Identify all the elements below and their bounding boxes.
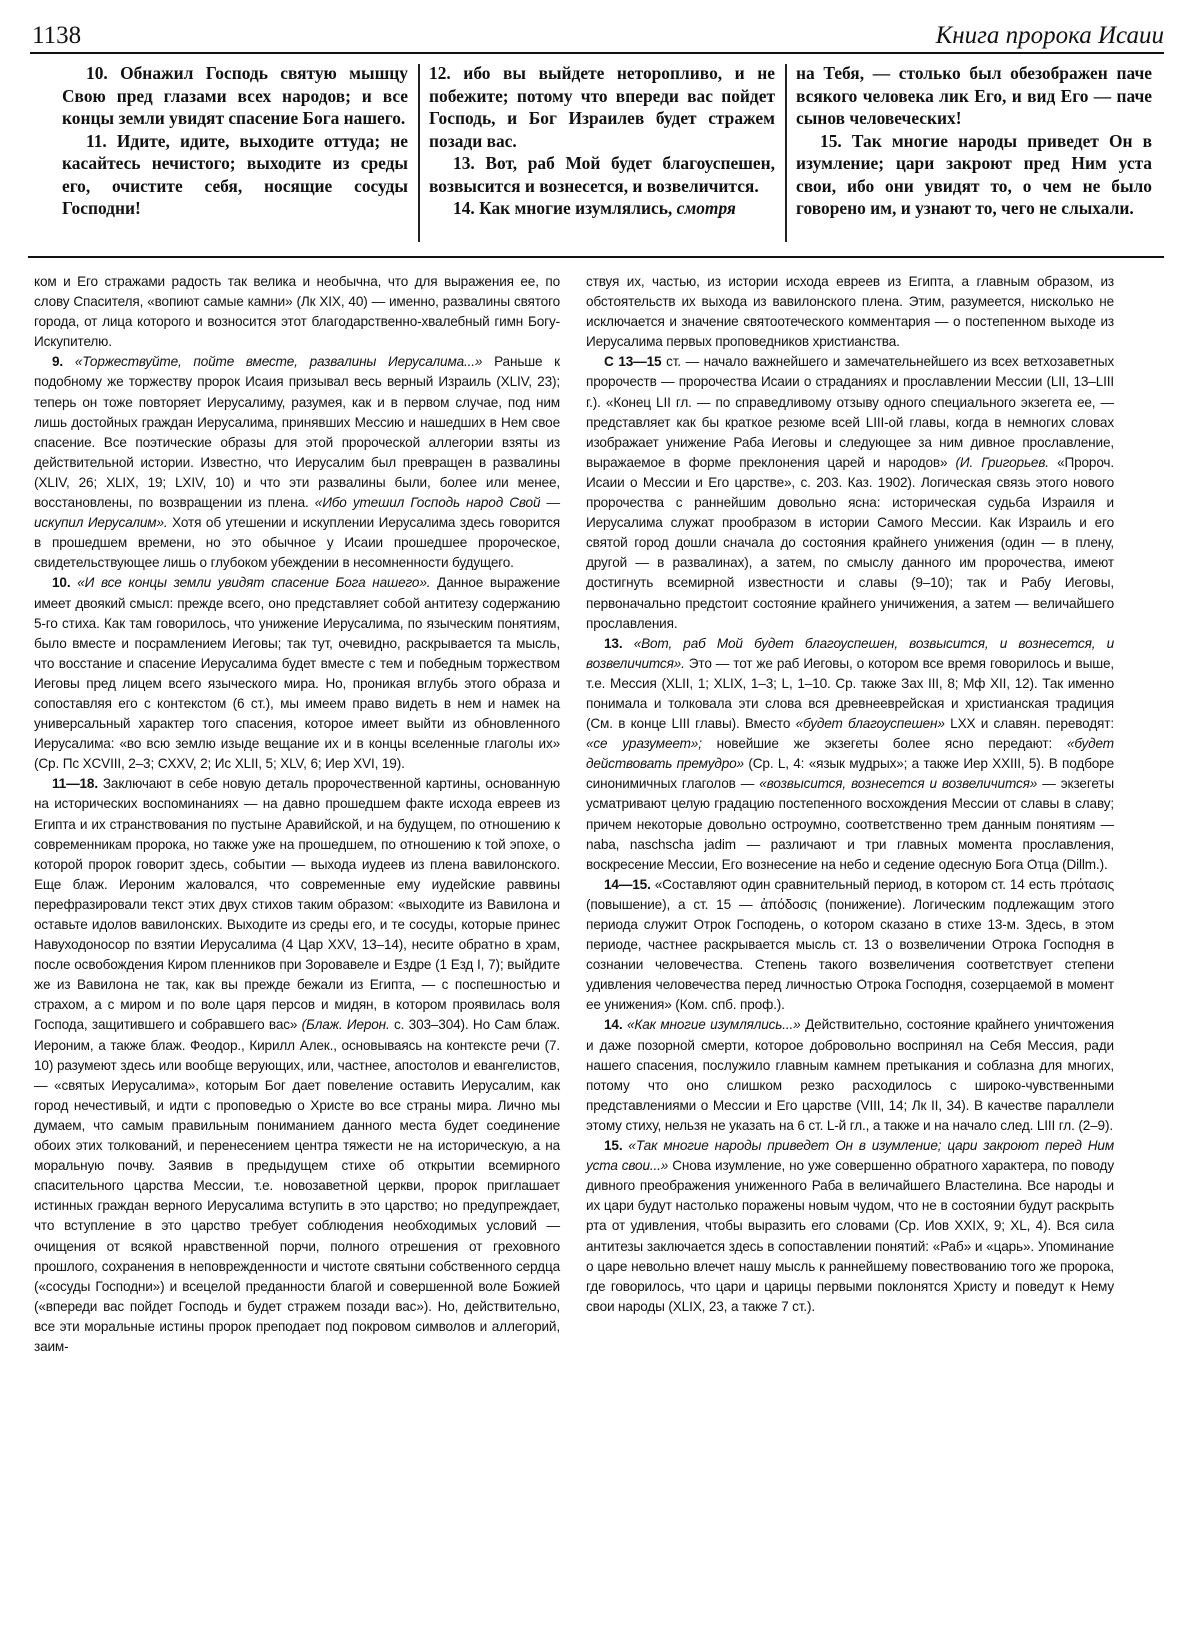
commentary-paragraph: 11—18. Заключают в себе новую деталь пророчественной картины, основанную на исторических воспоминаниях — на давно прошедшем факте исхода евреев из Египта и их странствования по пустыне Аравийской, и на будущем, по отношению к современникам пророка, но также уже на прошедшем, по отношению к той эпохе, о которой пророк говорит здесь, событии — выхода иудеев из плена вавилонского. Еще блаж. Иероним жаловался, что современные ему иудейские раввины перефразировали текст этих двух стихов таким образом: «выходите из Вавилона и оставьте идолов вавилонских. Выходите из среды его, и те сосуды, которые принес Навуходоносор по взятии Иерусалима (4 Цар XXV, 13–14), несите обратно в храм, после освобождения Киром пленников при Зоровавеле и Ездре (1 Езд I, 7); выйдите же из Вавилона не так, как вы прежде бежали из Египта, — с поспешностью и страхом, а с миром и по воле царя персов и мидян, в котором проявилась воля Господа, защитившего и собравшего вас» (Блаж. Иерон. с. 303–304). Но Сам блаж. Иероним, а также блаж. Феодор., Кирилл Алек., основываясь на контексте речи (7. 10) разумеют здесь или вообще верующих, или, частнее, апостолов и евангелистов, — «святых Иерусалима», которым Бог дает повеление оставить Иерусалим, как город нечестивый, и идти с проповедью о Христе во все страны мира. Лично мы думаем, что самым правильным пониманием данного места будет соединение обоих этих толкований, и перенесением центра тяжести не на историческую, а на моральную почву. Заявив в предыдущем стихе об открытии всемирного спасительного царства Мессии, т.е. новозаветной церкви, пророк приглашает истинных граждан верного Иерусалима вступить в это царство; но предупреждает, что вступление в это царство требует соблюдения необходимых условий — очищения от всякой нравственной порчи, полного отрешения от греховного прошлого, сохранения в неповрежденности и чистоте святыни собственного сердца («сосуды Господни») и всецелой преданности благой и совершенной воле Божией («впереди вас пойдет Господь и будет стражем позади вас»). Но, действительно, все эти моральные истины пророк преподает под покровом символов и аллегорий, заим- xyxy=(34,776,560,1354)
commentary-paragraph: 10. «И все концы земли увидят спасение Бога нашего». Данное выражение имеет двоякий смысл: прежде всего, оно представляет собой антитезу содержанию 5-го стиха. Как там говорилось, что унижение Иерусалима, по языческим понятиям, было вместе и посрамлением Иеговы; так тут, очевидно, раскрывается та мысль, что восстание и спасение Иерусалима будет вместе с тем и победным торжеством Иеговы пред лицем всего языческого мира. Но, проникая вглубь этого образа и сопоставляя его с контекстом (6 ст.), мы имеем право видеть в нем и намек на универсальный характер того спасения, которое имеет выйти из обновленного Иерусалима: «во всю землю изыде вещание их и в концы вселенные глаголы их» (Ср. Пс XCVIII, 2–3; CXXV, 2; Ис XLII, 5; XLV, 6; Иер XVI, 19). xyxy=(34,575,560,772)
scripture-column-1 xyxy=(62,62,408,244)
column-divider xyxy=(418,64,420,242)
running-title: Книга пророка Исаии xyxy=(935,22,1164,49)
commentary-paragraph: 9. «Торжествуйте, пойте вместе, развалины Иерусалима...» Раньше к подобному же торжеству пророк Исаия призывал весь верный Израиль (XLIV, 23); теперь он тоже повторяет Иерусалиму, разумея, как и в первом случае, под ним лишь достойных граждан Иерусалима, принявших Мессию и нашедших в Нем свое спасение. Все поэтические образы для этой пророческой аллегории взяты из действительной истории. Известно, что Иерусалим был превращен в развалины (XLIV, 26; XLIX, 19; LXIV, 10) и что эти развалины были, более или менее, восстановлены, по возвращении из плена. «Ибо утешил Господь народ Свой — искупил Иерусалим». Хотя об утешении и искуплении Иерусалима здесь говорится в прошедшем времени, но это обычное у Исаии прошедшее пророческое, свидетельствующее лишь о глубоком убеждении в несомненности будущего. xyxy=(34,354,560,571)
verse-15: 15. Так многие народы приведет Он в изумление; цари закроют пред Ним уста свои, ибо они увидят то, о чем не было говорено им, и узнают то, чего не слыхали. xyxy=(796,130,1152,218)
verse-11: 11. Идите, идите, выходите оттуда; не касайтесь нечистого; выходите из среды его, очистите себя, носящие сосуды Господни! xyxy=(62,130,408,218)
column-divider xyxy=(785,64,787,242)
commentary-paragraph: С 13—15 ст. — начало важнейшего и замечательнейшего из всех ветхозаветных пророчеств — пророчества Исаии о страданиях и прославлении Мессии (LII, 13–LIII г.). «Конец LII гл. — по справедливому отзыву одного специального экзегета ее, — представляет как бы краткое резюме всей LIII-ой главы, когда в немногих словах изображает унижение Раба Иеговы и следующее за ним дивное прославление, выражаемое в форме преклонения царей и народов» (И. Григорьев. «Пророч. Исаии о Мессии и Его царстве», с. 203. Каз. 1902). Логическая связь этого нового пророчества с раннейшим довольно ясна: историческая судьба Израиля и Иерусалима служат прообразом в истории Самого Мессии. Как Израиль и его святой город дошли сначала до состояния крайнего унижения (один — в плену, другой — в развалинах), а затем, по смыслу данного им пророчества, имеют достигнуть всемирной известности и славы (9–10); так и Рабу Иеговы, первоначально предстоит состояние крайнего уничижения, а затем — величайшего прославления. xyxy=(586,354,1114,631)
verse-13: 13. Вот, раб Мой будет благоуспешен, возвысится и вознесется, и возвеличится. xyxy=(429,153,775,196)
verse-10: 10. Обнажил Господь святую мышцу Свою пред глазами всех народов; и все концы земли увидят спасение Бога нашего. xyxy=(62,63,408,128)
scripture-text-block xyxy=(52,62,1154,250)
commentary-paragraph: ствуя их, частью, из истории исхода евреев из Египта, а главным образом, из обстоятельств их выхода из вавилонского плена. Этим, разумеется, нисколько не исключается и значение святоотеческого комментария — о постепенном выходе из Иерусалима первых проповедников христианства. xyxy=(586,274,1114,350)
commentary-paragraph: 14—15. «Составляют один сравнительный период, в котором ст. 14 есть πρότασις (повышение), а ст. 15 — ἀπόδοσις (понижение). Логическим подлежащим этого периода служит Отрок Господень, о котором сказано в стихе 13-м. Здесь, в этом периоде, частнее раскрывается мысль ст. 13 о возвеличении Отрока Господня в сознании человечества. Степень такого возвеличения соответствует степени удивления человечества перед личностью Отрока Господня, созерцаемой в момент ее унижения» (Ком. спб. проф.). xyxy=(586,876,1114,1013)
scripture-column-3 xyxy=(796,62,1152,244)
page-number: 1138 xyxy=(32,22,82,49)
commentary-column-right xyxy=(586,272,1114,1317)
commentary-paragraph: 13. «Вот, раб Мой будет благоуспешен, возвысится, и вознесется, и возвеличится». Это — тот же раб Иеговы, о котором все время говорилось и выше, т.е. Мессия (XLII, 1; XLIX, 1–3; L, 1–10. Ср. также Зах III, 8; Мф XII, 12). Так именно понимала и толковала эти слова вся древнееврейская и христианская традиция (См. в конце LIII главы). Вместо «будет благоуспешен» LXX и славян. переводят: «се уразумеет»; новейшие же экзегеты более ясно передают: «будет действовать премудро» (Ср. L, 4: «язык мудрых»; а также Иер XXIII, 5). В подборе синонимичных глаголов — «возвысится, вознесется и возвеличится» — экзегеты усматривают целую градацию постепенного восхождения Мессии от славы в славу; причем некоторые довольно остроумно, соответственно трем данным понятиям — naba, naschscha jadim — различают и три главных момента прославления, воскресение Мессии, Его вознесение на небо и седение одесную Бога Отца (Dillm.). xyxy=(586,635,1114,872)
page-header xyxy=(30,18,1164,54)
commentary-column-left xyxy=(34,272,560,1357)
verse-14-end: на Тебя, — столько был обезображен паче всякого человека лик Его, и вид Его — паче сынов человеческих! xyxy=(796,63,1152,128)
commentary-paragraph: 14. «Как многие изумлялись...» Действительно, состояние крайнего уничтожения и даже позорной смерти, которое добровольно воспринял на Себя Мессия, ради нашего спасения, послужило главным камнем претыкания и соблазна для многих, потому что оно слишком резко расходилось с широко-чувственными представлениями о Мессии и Его царстве (VIII, 14; Лк II, 34). В качестве параллели этому стиху, нельзя не указать на 6 ст. L-й гл., а также и на начало след. LIII гл. (2–9). xyxy=(586,1017,1114,1133)
verse-12: 12. ибо вы выйдете неторопливо, и не побежите; потому что впереди вас пойдет Господь, и Бог Израилев будет стражем позади вас. xyxy=(429,63,775,151)
scripture-column-2 xyxy=(429,62,775,244)
section-divider xyxy=(28,256,1164,258)
commentary-paragraph: 15. «Так многие народы приведет Он в изумление; цари закроют перед Ним уста свои...» Снова изумление, но уже совершенно обратного характера, по поводу дивного преображения униженного Раба в величайшего Властелина. Все народы и их цари будут настолько поражены новым чудом, что не в состоянии будут раскрыть рта от удивления, чтобы выразить его словами (Ср. Иов XXIX, 9; XL, 4). Вся сила антитезы заключается здесь в сопоставлении понятий: «Раб» и «царь». Упоминание о царе невольно влечет нашу мысль к раннейшему повествованию того же пророка, где говорилось, что цари и царицы первыми поклонятся Христу и поведут к Нему свои народы (XLIX, 23, а также 7 ст.). xyxy=(586,1138,1114,1314)
verse-14-start: 14. Как многие изумлялись, смотря xyxy=(453,198,736,218)
commentary-paragraph: ком и Его стражами радость так велика и необычна, что для выражения ее, по слову Спасителя, «вопиют самые камни» (Лк XIX, 40) — именно, развалины святого города, от лица которого и возносится этот благодарственно-хвалебный гимн Богу-Искупителю. xyxy=(34,274,560,350)
